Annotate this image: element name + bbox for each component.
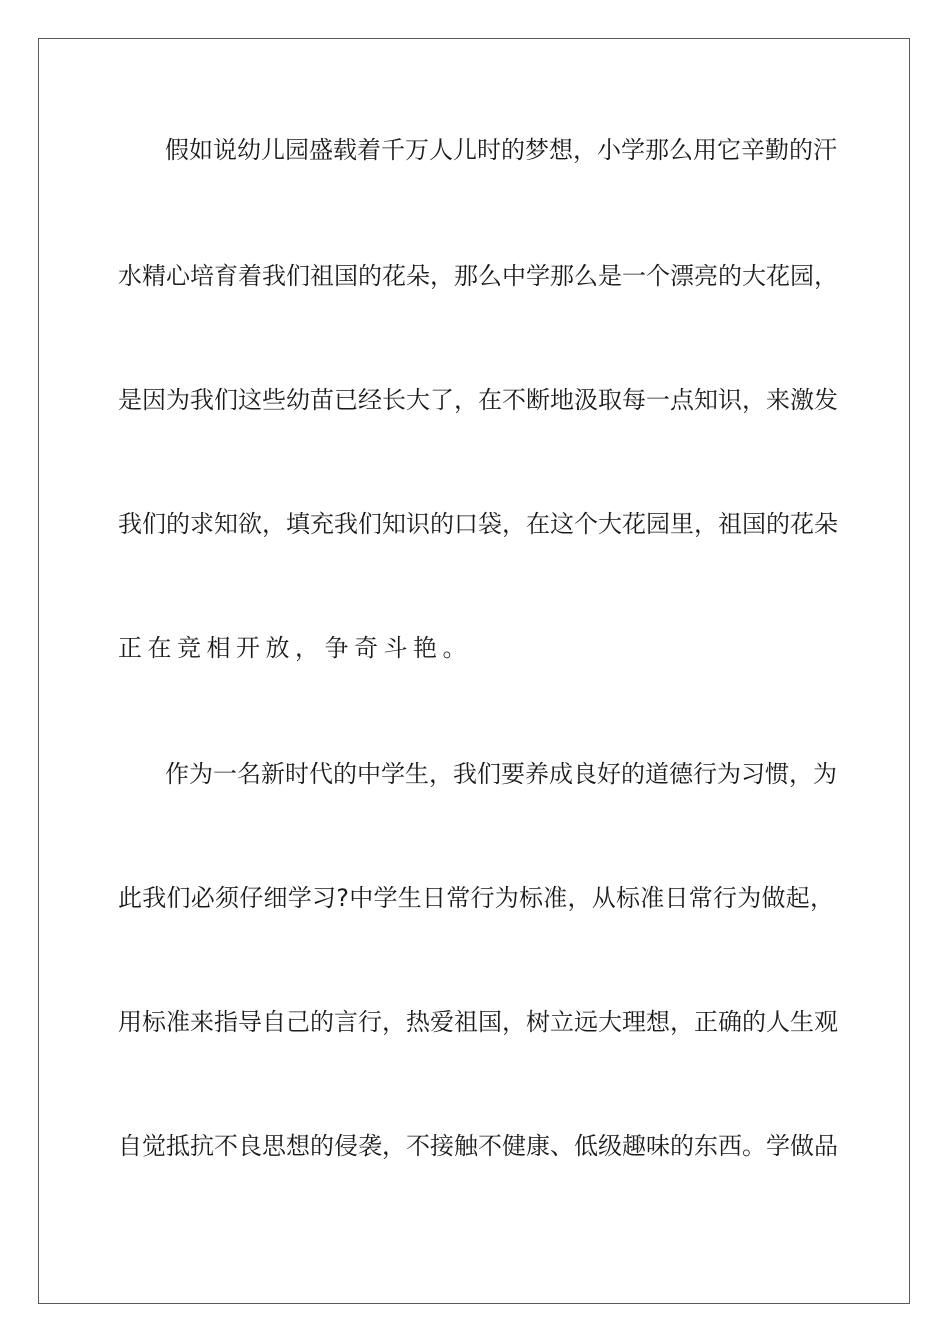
text-line: 我们的求知欲，填充我们知识的口袋，在这个大花园里，祖国的花朵 (118, 510, 838, 538)
page-border (38, 38, 910, 1304)
text-line: 是因为我们这些幼苗已经长大了，在不断地汲取每一点知识，来激发 (118, 386, 838, 414)
text-line: 用标准来指导自己的言行，热爱祖国，树立远大理想，正确的人生观 (118, 1008, 838, 1036)
text-line: 水精心培育着我们祖国的花朵，那么中学那么是一个漂亮的大花园， (118, 262, 838, 290)
text-line: 此我们必须仔细学习?中学生日常行为标准，从标准日常行为做起， (118, 884, 834, 912)
text-line: 假如说幼儿园盛载着千万人儿时的梦想，小学那么用它辛勤的汗 (165, 136, 837, 164)
text-line: 正在竞相开放，争奇斗艳。 (118, 634, 472, 662)
text-line: 自觉抵抗不良思想的侵袭，不接触不健康、低级趣味的东西。学做品 (118, 1132, 838, 1160)
text-line: 作为一名新时代的中学生，我们要养成良好的道德行为习惯，为 (165, 760, 837, 788)
